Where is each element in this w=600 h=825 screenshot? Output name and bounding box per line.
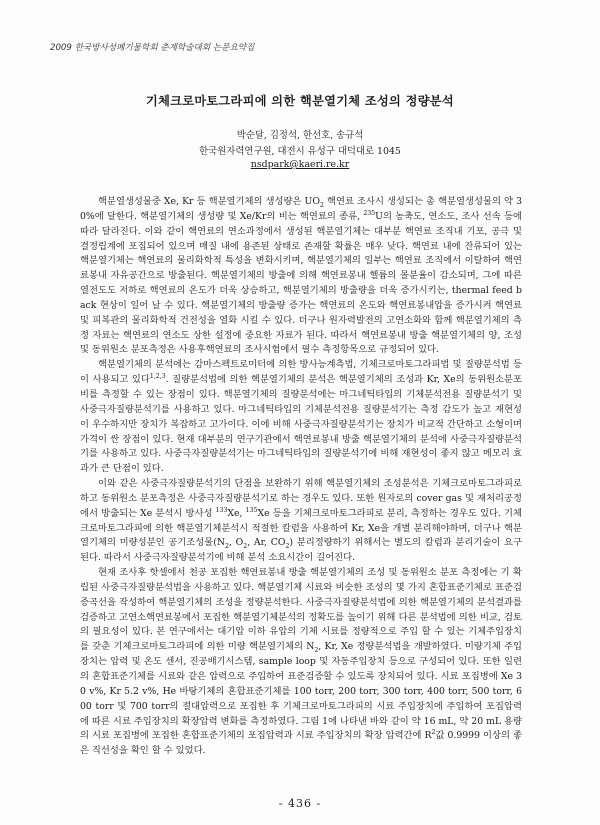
text-run: Xe, bbox=[227, 507, 246, 519]
superscript: 135 bbox=[245, 506, 258, 514]
superscript: 2 bbox=[431, 729, 436, 737]
text-run: 이와 같은 사중극자질량분석기의 단점을 보완하기 위해 핵분열기체의 조성분석은 기체크로마토그라피로 하고 동위원소 분포측정은 사중극자질량분석기로 하는 경우도 있다. 또한 원자로의 cover gas 및 재처리공정에서 방출되는 Xe 분석시 방사성 bbox=[80, 478, 522, 519]
author-email bbox=[60, 159, 540, 170]
body-text bbox=[80, 195, 522, 755]
superscript: 133 bbox=[215, 506, 228, 514]
author-list: 박순달, 김정석, 한선호, 송규석 bbox=[236, 130, 364, 141]
running-header: 2009 한국방사성폐기물학회 춘계학술대회 논문요약집 bbox=[50, 43, 255, 53]
text-run: Xe 등을 기체크로마토그라피로 분리, 측정하는 경우도 있다. 기체크로마토그라피에 의한 핵분열기체분석시 적절한 칼럼을 사용하여 Kr, Xe을 개별 분리해야하며, 더구나 핵분열기체의 미량성분인 공기조성물(N bbox=[80, 507, 522, 549]
text-run: 핵분열기체의 분석에는 감마스펙트로미터에 의한 방사능계측법, 기체크로마토그라피법 및 질량분석법 등이 사용되고 있다 bbox=[80, 359, 522, 386]
text-run: 값 0.9999 이상의 좋은 직선성을 확인 할 수 있었다. bbox=[80, 730, 522, 755]
subscript: 2 bbox=[314, 647, 319, 655]
text-run: U의 농축도, 연소도, 조사 선속 등에 따라 달라진다. 이와 같이 핵연료의 연소과정에서 생성된 핵분열기체는 대부분 핵연료 조직내 기포, 공극 및 결정립계에 포집되어 있으며 매질 내에 용존된 상태로 존재할 확률은 매우 낮다. 핵연료 내에 잔류되어 있는 핵분열기체는 핵연료의 물리화학적 특성을 변화시키며, 핵분열기체의 일부는 핵연료 조직에서 이탈하여 핵연료봉내 자유공간으로 방출된다. 핵분열기체의 방출에 의해 핵연료봉내 헬륨의 몰분율이 감소되며, 그에 따른 열전도도 저하로 핵연료의 온도가 더욱 상승하고, 핵분열기체의 방출량을 더욱 증가시키는, thermal feed back 현상이 일어 날 수 있다. 핵분열기체의 방출량 증가는 핵연료의 온도와 핵연료봉내압을 증가시켜 핵연료 및 피복관의 물리화학적 건전성을 열화 시킬 수 있다. 더구나 원자력발전의 고연소화와 함께 핵분열기체의 측정 자료는 핵연료의 연소도 상한 설정에 중요한 자료가 된다. 따라서 핵연료봉내 방출 핵분열기체의 양, 조성 및 동위원소 분포측정은 사용후핵연료의 조사시험에서 필수 측정항목으로 규정되어 있다. bbox=[80, 210, 522, 356]
superscript: 1,2,3 bbox=[149, 373, 166, 381]
subscript: 2 bbox=[243, 543, 248, 551]
paragraph-2 bbox=[80, 358, 522, 477]
text-run: 핵분열생성물중 Xe, Kr 등 핵분열기체의 생성량은 UO bbox=[98, 196, 321, 207]
text-run: 핵연료 조사시 생성되는 총 핵분열생성물의 약 30%에 달한다. 핵분열기체의 생성량 및 Xe/Kr의 비는 핵연료의 종류, bbox=[80, 196, 522, 222]
text-run: ) 분리정량하기 위해서는 별도의 칼럼과 분리기술이 요구된다. 따라서 사중극자질량분석기에 비해 분석 소요시간이 길어진다. bbox=[80, 537, 522, 564]
subscript: 2 bbox=[320, 201, 324, 209]
page-number: - 436 - bbox=[278, 797, 322, 810]
paragraph-3 bbox=[80, 477, 522, 566]
text-run: , Kr, Xe 정량분석법을 개발하였다. 미량기체 주입장치는 압력 및 온도 센서, 진공배기시스템, sample loop 및 자동주입장치 등으로 구성되어 있다. 또한 일련의 혼합표준기체를 시료와 같은 압력으로 주입하여 표준검증할 수 있도록 장치되어 있다. 시료 포집병에 Xe 30 v%, Kr 5.2 v%, He 바탕기체의 혼합표준기체를 100 torr, 200 torr, 300 torr, 400 torr, 500 torr, 600 torr 및 700 torr의 절대압력으로 포집한 후 기체크로마토그라피의 시료 주입장치에 주입하여 포집압력에 따른 시료 주입장치의 확장압력 변화를 측정하였다. 그림 1에 나타낸 바와 같이 약 16 mL, 약 20 mL 용량의 시료 포집병에 포집한 혼합표준기체의 포집압력과 시료 주입장치의 확장 압력간에 R bbox=[80, 641, 522, 742]
subscript: 2 bbox=[224, 543, 229, 551]
text-run: , Ar, CO bbox=[247, 537, 286, 549]
paragraph-1 bbox=[80, 195, 522, 358]
text-run: , O bbox=[228, 537, 244, 549]
superscript: 235 bbox=[363, 209, 376, 217]
subscript: 2 bbox=[285, 543, 290, 551]
paragraph-4 bbox=[80, 566, 522, 755]
paper-title: 기체크로마토그라피에 의한 핵분열기체 조성의 정량분석 bbox=[146, 94, 454, 108]
text-run: 현재 조사후 핫셀에서 천공 포집한 핵연료봉내 방출 핵분열기체의 조성 및 동위원소 분포 측정에는 기 확립된 사중극자질량분석법을 사용하고 있다. 핵분열기체 시료와 비슷한 조성의 몇 가지 혼합표준기체로 표준검증곡선을 작성하여 핵분열기체의 조성을 정량분석한다. 사중극자질량분석법에 의한 핵분열기체의 분석결과를 검증하고 고연소핵연료봉에서 포집한 핵분열기체분석의 정확도를 높이기 위해 다른 분석법에 의한 비교, 검토의 필요성이 있다. 본 연구에서는 대기압 이하 유압의 기체 시료를 정량적으로 주입 할 수 있는 기체주입장치를 갖춘 기체크로마토그라피에 의한 미량 핵분열기체의 N bbox=[80, 567, 522, 653]
email-address: nsdpark@kaeri.re.kr bbox=[250, 159, 350, 170]
text-run: . 질량분석법에 의한 핵분열기체의 분석은 핵분열기체의 조성과 Kr, Xe의 동위원소분포비를 측정할 수 있는 장점이 있다. 핵분열기체의 질량분석에는 마그네틱타입의 기체분석전용 질량분석기 및 사중극자질량분석기를 사용하고 있다. 마그네틱타입의 기체분석전용 질량분석기는 측정 감도가 높고 재현성이 우수하지만 장치가 복잡하고 고가이다. 이에 비해 사중극자질량분석기는 장치가 비교적 간단하고 소형이며 가격이 싼 장점이 있다. 현재 대부분의 연구기관에서 핵연료봉내 방출 핵분열기체의 분석에 사중극자질량분석기를 사용하고 있다. 사중극자질량분석기는 마그네틱타입의 질량분석기에 비해 재현성이 좋지 않고 메모리 효과가 큰 단점이 있다. bbox=[80, 374, 522, 475]
author-affiliation: 한국원자력연구원, 대전시 유성구 대덕대로 1045 bbox=[199, 146, 401, 157]
